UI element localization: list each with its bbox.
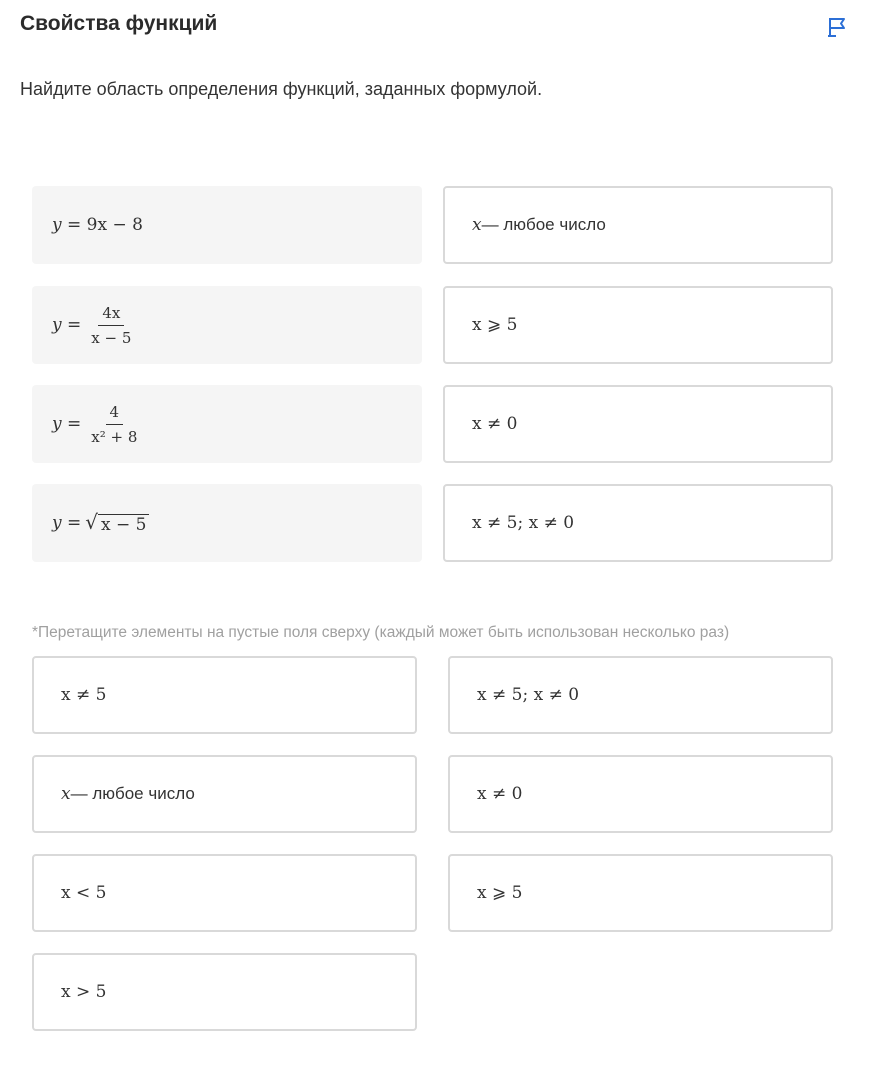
- draggable-option[interactable]: [448, 854, 833, 932]
- option-math: x ≠ 5: [61, 685, 107, 705]
- fraction-numerator: 4x: [98, 304, 124, 326]
- drag-hint: *Перетащите элементы на пустые поля сверху (каждый может быть использован несколько раз): [32, 624, 730, 641]
- option-math: x < 5: [61, 883, 107, 903]
- draggable-option[interactable]: [448, 656, 833, 734]
- option-math: x ≠ 5; x ≠ 0: [477, 685, 580, 705]
- square-root: [85, 509, 149, 535]
- function-expression: [32, 385, 422, 463]
- fraction-denominator: x² + 8: [91, 427, 138, 446]
- option-math: x ⩾ 5: [477, 883, 523, 903]
- page-title: Свойства функций: [20, 12, 218, 35]
- draggable-option[interactable]: [32, 854, 417, 932]
- function-lhs: y: [52, 513, 62, 533]
- draggable-option[interactable]: [32, 656, 417, 734]
- draggable-option[interactable]: [32, 755, 417, 833]
- answer-slot[interactable]: [443, 484, 833, 562]
- equals-sign: =: [67, 215, 82, 235]
- slot-math: x ⩾ 5: [472, 315, 518, 335]
- equals-sign: =: [67, 513, 82, 533]
- radical-sign: √: [85, 509, 99, 534]
- flag-icon[interactable]: [826, 16, 848, 38]
- function-lhs: y: [52, 215, 62, 235]
- function-rhs: 9x − 8: [86, 215, 143, 235]
- function-expression: [32, 484, 422, 562]
- option-math: x ≠ 0: [477, 784, 523, 804]
- equals-sign: =: [67, 414, 82, 434]
- equals-sign: =: [67, 315, 82, 335]
- function-lhs: y: [52, 414, 62, 434]
- function-expression: [32, 186, 422, 264]
- variable: x: [61, 784, 71, 804]
- slot-math: x ≠ 5; x ≠ 0: [472, 513, 575, 533]
- draggable-option[interactable]: [448, 755, 833, 833]
- answer-slot[interactable]: [443, 286, 833, 364]
- fraction: [87, 304, 135, 347]
- fraction-numerator: 4: [106, 403, 124, 425]
- answer-slot[interactable]: [443, 186, 833, 264]
- radicand: x − 5: [98, 514, 149, 535]
- slot-text: — любое число: [481, 215, 606, 234]
- draggable-option[interactable]: [32, 953, 417, 1031]
- function-expression: [32, 286, 422, 364]
- fraction-denominator: x − 5: [91, 328, 132, 347]
- option-text: — любое число: [70, 784, 195, 803]
- function-lhs: y: [52, 315, 62, 335]
- fraction: [87, 403, 141, 446]
- slot-math: x ≠ 0: [472, 414, 518, 434]
- answer-slot[interactable]: [443, 385, 833, 463]
- task-instruction: Найдите область определения функций, заданных формулой.: [20, 79, 543, 99]
- option-math: x > 5: [61, 982, 107, 1002]
- variable: x: [472, 215, 482, 235]
